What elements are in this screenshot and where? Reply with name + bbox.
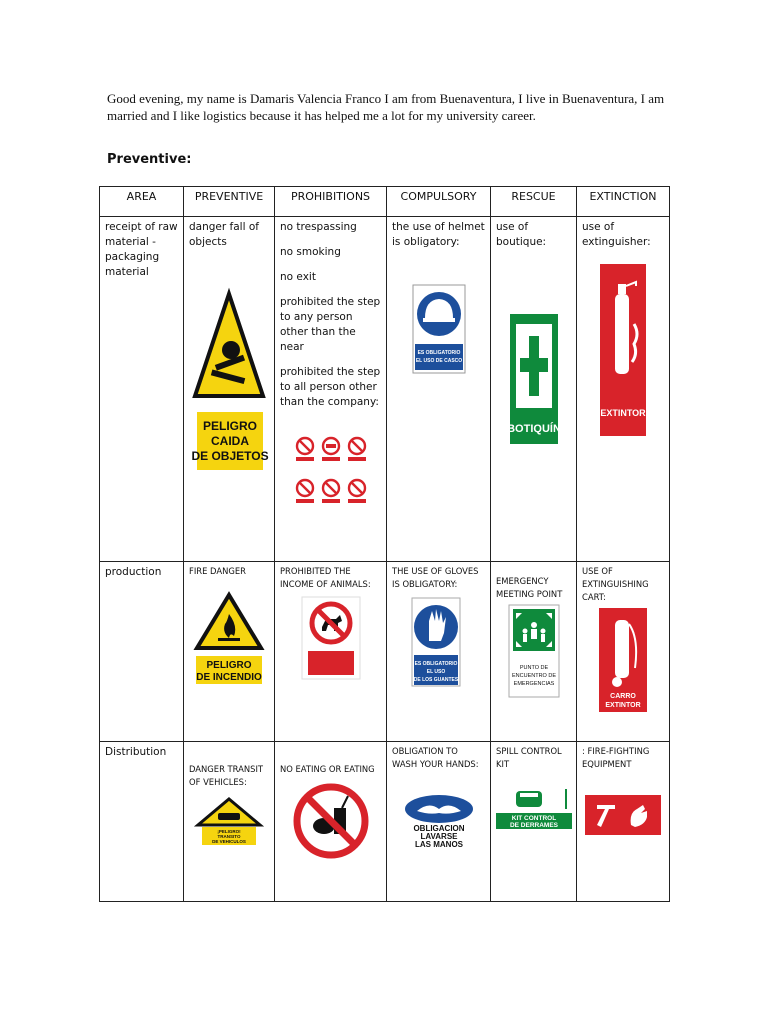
intro-paragraph: Good evening, my name is Damaris Valencia Franco I am from Buenaventura, I live in Buenaventura, I am married and I like logistics because it has helped me a lot for my university career. [107,91,665,123]
rescue-label: EMERGENCY MEETING POINT [496,576,563,599]
sign-text: EXTINTOR [600,408,646,418]
sign-text: EL USO [426,669,445,675]
rescue-label: SPILL CONTROL KIT [496,746,562,769]
cell-compulsory [387,217,491,562]
vehicle-transit-sign-icon [194,797,264,845]
cell-extinction [577,742,670,902]
sign-text: EMERGENCIAS [513,681,554,687]
sign-text: EXTINTOR [605,702,641,709]
header-prohibitions: PROHIBITIONS [275,187,387,217]
preventive-label: FIRE DANGER [189,566,246,576]
area-label: production [105,566,162,578]
sign-text: CAIDA [211,434,249,448]
header-preventive: PREVENTIVE [184,187,275,217]
compulsory-label: OBLIGATION TO WASH YOUR HANDS: [392,746,479,769]
prohibition-label: NO EATING OR EATING [280,764,375,774]
cell-extinction [577,562,670,742]
spill-control-kit-sign-icon [496,789,572,831]
first-aid-kit-sign-icon [506,314,561,444]
preventive-label: danger fall of objects [189,221,259,248]
sign-text: BOTIQUÍN [506,423,561,435]
compulsory-label: the use of helmet is obligatory: [392,221,485,248]
sign-text: DE LOS GUANTES [413,677,458,683]
prohibition-label: PROHIBITED THE INCOME OF ANIMALS: [280,566,371,589]
area-label: receipt of raw material - packaging material [105,221,178,278]
table-header-row [100,187,670,217]
header-area: AREA [100,187,184,217]
cell-preventive [184,562,275,742]
fire-danger-sign-icon [194,592,264,684]
no-animals-sign-icon [302,597,360,679]
gloves-mandatory-sign-icon [411,597,467,687]
sign-text: LAS MANOS [414,840,463,849]
safety-signs-table [99,186,670,902]
cell-compulsory [387,562,491,742]
preventive-label: DANGER TRANSIT OF VEHICLES: [189,764,264,787]
wash-hands-sign-icon [399,793,479,851]
cell-prohibitions [275,217,387,562]
sign-text: PELIGRO [206,660,252,671]
sign-text: ES OBLIGATORIO [417,350,460,356]
cell-area [100,562,184,742]
header-compulsory: COMPULSORY [387,187,491,217]
no-eating-sign-icon [292,782,370,860]
sign-text: DE DERRAMES [509,822,559,829]
sign-text: ¡PELIGRO! [217,829,241,834]
emergency-meeting-point-sign-icon [509,605,559,697]
header-rescue: RESCUE [491,187,577,217]
cell-rescue [491,562,577,742]
prohibition-item: no exit [280,271,316,283]
prohibition-signs-grid-icon [293,432,369,516]
sign-text: DE INCENDIO [196,672,262,683]
sign-text: TRANSITO [217,834,241,839]
header-extinction: EXTINCTION [577,187,670,217]
prohibition-item: prohibited the step to any person other than the near [280,296,381,353]
section-heading: Preventive: [107,152,192,167]
sign-text: EL USO DE CASCO [415,358,462,364]
table-row [100,217,670,562]
cell-area [100,217,184,562]
cell-preventive [184,742,275,902]
cell-area [100,742,184,902]
table-row [100,742,670,902]
prohibition-item: no smoking [280,246,341,258]
sign-text: PELIGRO [202,419,258,433]
table-row [100,562,670,742]
sign-text: KIT CONTROL [511,815,557,822]
cell-rescue [491,217,577,562]
fire-fighting-equipment-sign-icon [585,795,661,835]
area-label: Distribution [105,746,167,758]
cell-extinction [577,217,670,562]
cell-compulsory [387,742,491,902]
sign-text: OBLIGACION [412,824,465,833]
sign-text: PUNTO DE [519,665,548,671]
compulsory-label: THE USE OF GLOVES IS OBLIGATORY: [392,566,479,589]
sign-text: DE OBJETOS [191,449,269,463]
extinguishing-cart-sign-icon [599,608,647,712]
sign-text: DE VEHICULOS [212,839,246,844]
sign-text: CARRO [610,693,636,700]
extinction-label: : FIRE-FIGHTING EQUIPMENT [582,746,650,769]
cell-prohibitions [275,742,387,902]
prohibition-item: no trespassing [280,221,357,233]
cell-prohibitions [275,562,387,742]
rescue-label: use of boutique: [496,221,547,248]
falling-objects-sign-icon [191,290,269,472]
sign-text: ES OBLIGATORIO [414,661,457,667]
extinction-label: USE OF EXTINGUISHING CART: [582,566,649,602]
extinguisher-sign-icon [600,264,646,436]
cell-preventive [184,217,275,562]
helmet-mandatory-sign-icon [412,284,466,374]
prohibition-item: prohibited the step to all person other than the company: [280,366,381,408]
extinction-label: use of extinguisher: [582,221,651,248]
sign-text: ENCUENTRO DE [511,673,556,679]
sign-text: LAVARSE [419,832,458,841]
cell-rescue [491,742,577,902]
